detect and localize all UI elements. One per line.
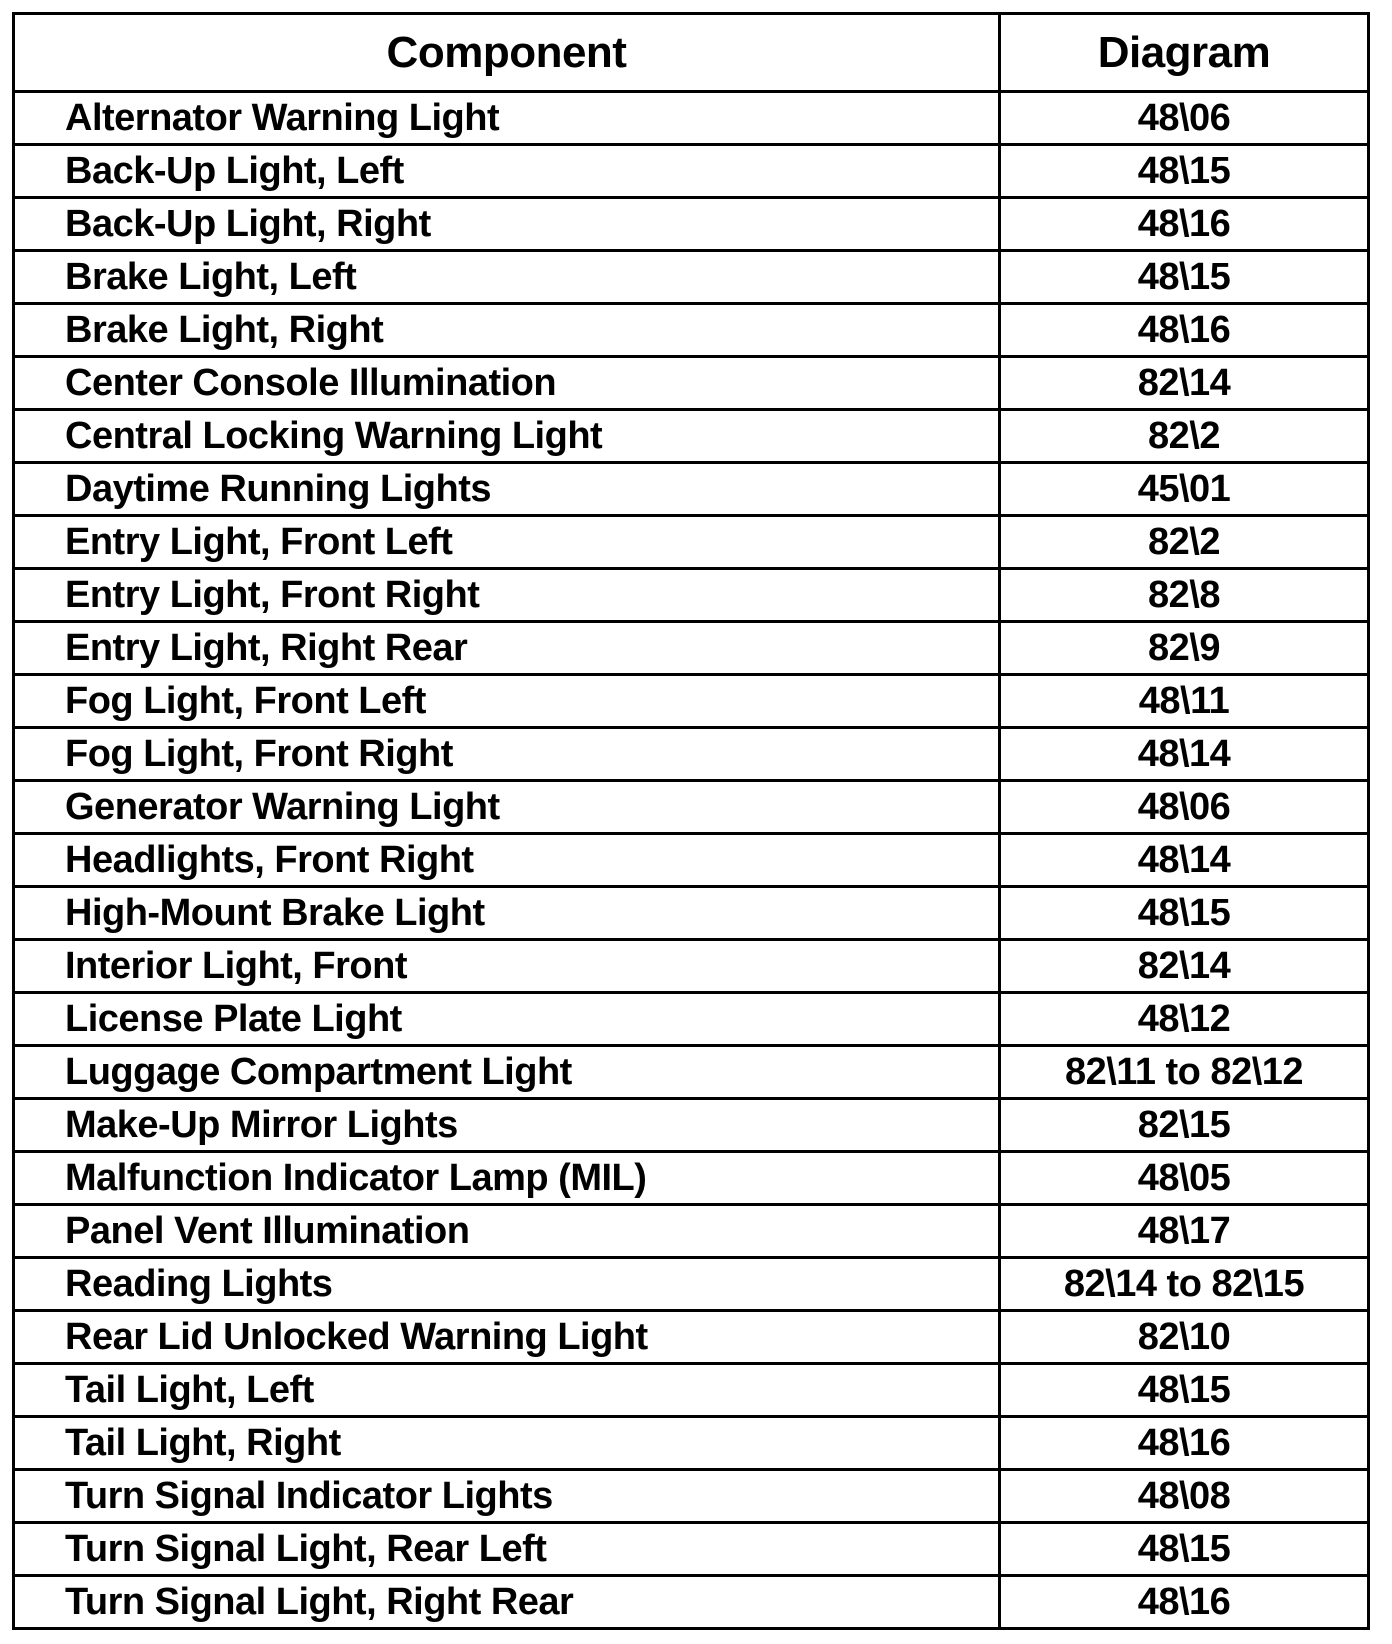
diagram-cell: 45\01	[1000, 463, 1369, 516]
table-row	[14, 1470, 1369, 1523]
table-row	[14, 516, 1369, 569]
diagram-cell: 48\05	[1000, 1152, 1369, 1205]
component-cell: Malfunction Indicator Lamp (MIL)	[14, 1152, 1000, 1205]
diagram-cell: 48\14	[1000, 834, 1369, 887]
component-cell: Back-Up Light, Right	[14, 198, 1000, 251]
table-row	[14, 887, 1369, 940]
diagram-cell: 82\9	[1000, 622, 1369, 675]
diagram-cell: 48\17	[1000, 1205, 1369, 1258]
table-row	[14, 1311, 1369, 1364]
component-cell: Generator Warning Light	[14, 781, 1000, 834]
table-row	[14, 1417, 1369, 1470]
component-cell: Center Console Illumination	[14, 357, 1000, 410]
component-cell: Entry Light, Right Rear	[14, 622, 1000, 675]
diagram-cell: 48\12	[1000, 993, 1369, 1046]
table-body	[14, 92, 1369, 1629]
table-row	[14, 622, 1369, 675]
component-cell: Fog Light, Front Right	[14, 728, 1000, 781]
diagram-cell: 82\14	[1000, 357, 1369, 410]
component-cell: Tail Light, Right	[14, 1417, 1000, 1470]
component-cell: License Plate Light	[14, 993, 1000, 1046]
header-row	[14, 14, 1369, 92]
diagram-cell: 48\15	[1000, 145, 1369, 198]
diagram-cell: 48\16	[1000, 304, 1369, 357]
diagram-cell: 82\15	[1000, 1099, 1369, 1152]
diagram-cell: 82\14 to 82\15	[1000, 1258, 1369, 1311]
table-row	[14, 145, 1369, 198]
table-row	[14, 1523, 1369, 1576]
diagram-cell: 48\15	[1000, 1364, 1369, 1417]
table-row	[14, 92, 1369, 145]
component-cell: Daytime Running Lights	[14, 463, 1000, 516]
component-cell: Entry Light, Front Right	[14, 569, 1000, 622]
table-row	[14, 1099, 1369, 1152]
component-cell: Back-Up Light, Left	[14, 145, 1000, 198]
table-row	[14, 1205, 1369, 1258]
table-row	[14, 993, 1369, 1046]
diagram-cell: 48\11	[1000, 675, 1369, 728]
table-row	[14, 410, 1369, 463]
component-cell: Rear Lid Unlocked Warning Light	[14, 1311, 1000, 1364]
diagram-cell: 48\08	[1000, 1470, 1369, 1523]
component-cell: Entry Light, Front Left	[14, 516, 1000, 569]
component-diagram-table-container	[12, 12, 1367, 1630]
component-cell: Alternator Warning Light	[14, 92, 1000, 145]
table-row	[14, 304, 1369, 357]
table-header	[14, 14, 1369, 92]
diagram-column-header: Diagram	[1000, 14, 1369, 92]
component-cell: Reading Lights	[14, 1258, 1000, 1311]
component-cell: High-Mount Brake Light	[14, 887, 1000, 940]
table-row	[14, 1258, 1369, 1311]
component-cell: Panel Vent Illumination	[14, 1205, 1000, 1258]
table-row	[14, 198, 1369, 251]
diagram-cell: 82\11 to 82\12	[1000, 1046, 1369, 1099]
table-row	[14, 1152, 1369, 1205]
diagram-cell: 48\15	[1000, 1523, 1369, 1576]
table-row	[14, 940, 1369, 993]
table-row	[14, 463, 1369, 516]
component-cell: Turn Signal Light, Right Rear	[14, 1576, 1000, 1629]
component-diagram-table	[12, 12, 1370, 1630]
diagram-cell: 48\15	[1000, 251, 1369, 304]
component-cell: Interior Light, Front	[14, 940, 1000, 993]
diagram-cell: 48\16	[1000, 198, 1369, 251]
table-row	[14, 1046, 1369, 1099]
table-row	[14, 1576, 1369, 1629]
table-row	[14, 569, 1369, 622]
component-cell: Fog Light, Front Left	[14, 675, 1000, 728]
table-row	[14, 728, 1369, 781]
component-cell: Headlights, Front Right	[14, 834, 1000, 887]
component-cell: Make-Up Mirror Lights	[14, 1099, 1000, 1152]
diagram-cell: 48\16	[1000, 1576, 1369, 1629]
table-row	[14, 675, 1369, 728]
diagram-cell: 82\10	[1000, 1311, 1369, 1364]
component-cell: Brake Light, Right	[14, 304, 1000, 357]
diagram-cell: 82\2	[1000, 516, 1369, 569]
table-row	[14, 1364, 1369, 1417]
component-column-header: Component	[14, 14, 1000, 92]
component-cell: Tail Light, Left	[14, 1364, 1000, 1417]
diagram-cell: 48\06	[1000, 781, 1369, 834]
diagram-cell: 82\2	[1000, 410, 1369, 463]
component-cell: Turn Signal Indicator Lights	[14, 1470, 1000, 1523]
diagram-cell: 82\14	[1000, 940, 1369, 993]
diagram-cell: 82\8	[1000, 569, 1369, 622]
diagram-cell: 48\15	[1000, 887, 1369, 940]
component-cell: Brake Light, Left	[14, 251, 1000, 304]
component-cell: Luggage Compartment Light	[14, 1046, 1000, 1099]
component-cell: Central Locking Warning Light	[14, 410, 1000, 463]
table-row	[14, 251, 1369, 304]
diagram-cell: 48\06	[1000, 92, 1369, 145]
diagram-cell: 48\14	[1000, 728, 1369, 781]
table-row	[14, 781, 1369, 834]
table-row	[14, 357, 1369, 410]
component-cell: Turn Signal Light, Rear Left	[14, 1523, 1000, 1576]
diagram-cell: 48\16	[1000, 1417, 1369, 1470]
table-row	[14, 834, 1369, 887]
